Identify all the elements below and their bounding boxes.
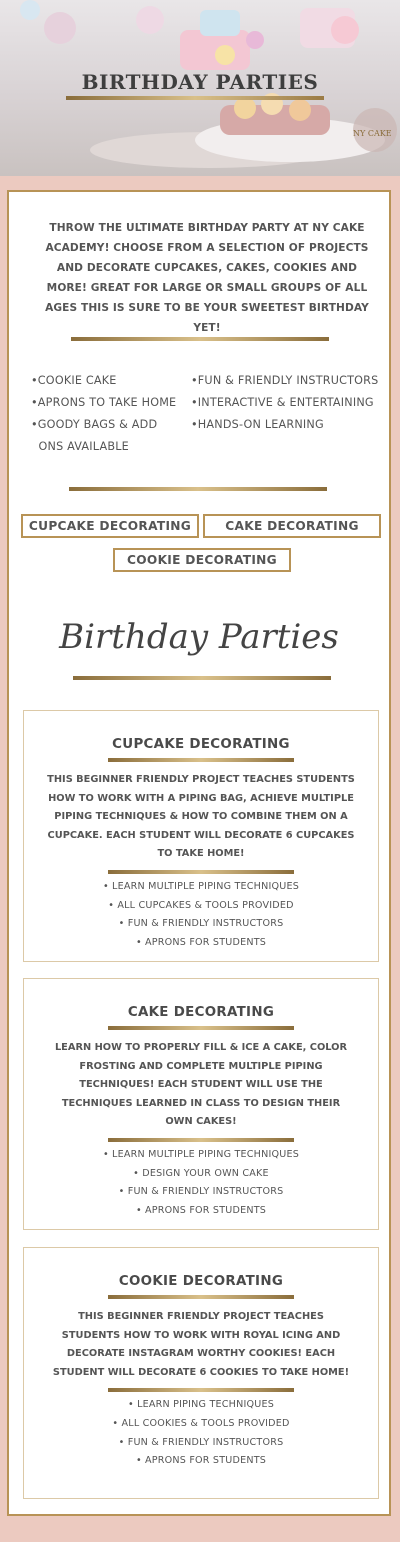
card-description: THIS BEGINNER FRIENDLY PROJECT TEACHES STUDENTS HOW TO WORK WITH ROYAL ICING AND DECORATE INSTAGRAM WORTHY COOKIES! EACH STUDENT WILL DECORATE 6 COOKIES TO TAKE HOME! — [52, 1311, 350, 1378]
script-heading: Birthday Parties — [59, 617, 339, 657]
card-description: THIS BEGINNER FRIENDLY PROJECT TEACHES STUDENTS HOW TO WORK WITH A PIPING BAG, ACHIEVE MULTIPLE PIPING TECHNIQUES & HOW TO COMBINE THEM ON A CUPCAKE. EACH STUDENT WILL DECORATE 6 CUPCAKES TO TAKE HOME! — [47, 774, 355, 860]
divider-2 — [69, 487, 327, 491]
card-bullet: • FUN & FRIENDLY INSTRUCTORS — [118, 1186, 284, 1198]
features-left — [31, 370, 191, 458]
cake-decorating-button[interactable]: CAKE DECORATING — [203, 514, 381, 538]
card-description: LEARN HOW TO PROPERLY FILL & ICE A CAKE, COLOR FROSTING AND COMPLETE MULTIPLE PIPING TECHNIQUES! EACH STUDENT WILL USE THE TECHNIQUES LEARNED IN CLASS TO DESIGN THEIR OWN CAKES! — [54, 1042, 348, 1128]
card-bullet: • LEARN MULTIPLE PIPING TECHNIQUES — [102, 880, 300, 892]
script-underline — [73, 676, 331, 680]
divider-1 — [71, 337, 329, 341]
intro-text: THROW THE ULTIMATE BIRTHDAY PARTY AT NY CAKE ACADEMY! CHOOSE FROM A SELECTION OF PROJECTS AND DECORATE CUPCAKES, CAKES, COOKIES AND MORE! GREAT FOR LARGE OR SMALL GROUPS OF ALL AGES THIS IS SURE TO BE YOUR SWEETEST BIRTHDAY YET! — [45, 222, 369, 334]
feature-item: •COOKIE CAKE — [31, 374, 117, 387]
feature-item: •GOODY BAGS & ADD — [31, 418, 158, 431]
card-bullet: • FUN & FRIENDLY INSTRUCTORS — [118, 1436, 284, 1448]
card-bullet: • LEARN PIPING TECHNIQUES — [127, 1399, 275, 1411]
cookie-decorating-button[interactable]: COOKIE DECORATING — [113, 548, 291, 572]
title-underline — [66, 96, 324, 100]
card-title: CAKE DECORATING — [127, 1005, 275, 1020]
card-bullet: • FUN & FRIENDLY INSTRUCTORS — [118, 918, 284, 930]
card-bullet: • ALL COOKIES & TOOLS PROVIDED — [112, 1417, 290, 1429]
card-bullet: • APRONS FOR STUDENTS — [135, 936, 267, 948]
card-title: CUPCAKE DECORATING — [112, 737, 290, 752]
cupcake-decorating-button[interactable]: CUPCAKE DECORATING — [21, 514, 199, 538]
logo-text: NY CAKE — [353, 129, 392, 138]
card-bullet: • APRONS FOR STUDENTS — [135, 1455, 267, 1467]
card-divider — [108, 758, 294, 762]
feature-item: ONS AVAILABLE — [31, 440, 129, 453]
hero-banner — [0, 0, 400, 176]
features-right — [191, 370, 386, 436]
card-divider — [108, 1388, 294, 1392]
cupcake-card — [23, 710, 379, 962]
card-divider — [108, 1138, 294, 1142]
card-bullet: • APRONS FOR STUDENTS — [135, 1204, 267, 1216]
feature-item: •APRONS TO TAKE HOME — [31, 396, 177, 409]
card-title: COOKIE DECORATING — [118, 1274, 284, 1289]
content-panel — [7, 190, 391, 1516]
cake-card — [23, 978, 379, 1230]
card-divider — [108, 1295, 294, 1299]
feature-item: •FUN & FRIENDLY INSTRUCTORS — [191, 374, 379, 387]
card-divider — [108, 1026, 294, 1030]
card-divider — [108, 870, 294, 874]
card-bullet: • DESIGN YOUR OWN CAKE — [133, 1167, 269, 1179]
cookie-card — [23, 1247, 379, 1499]
card-bullet: • ALL CUPCAKES & TOOLS PROVIDED — [108, 899, 294, 911]
card-bullet: • LEARN MULTIPLE PIPING TECHNIQUES — [102, 1148, 300, 1160]
feature-item: •INTERACTIVE & ENTERTAINING — [191, 396, 374, 409]
feature-item: •HANDS-ON LEARNING — [191, 418, 324, 431]
page-title: BIRTHDAY PARTIES — [81, 70, 319, 94]
